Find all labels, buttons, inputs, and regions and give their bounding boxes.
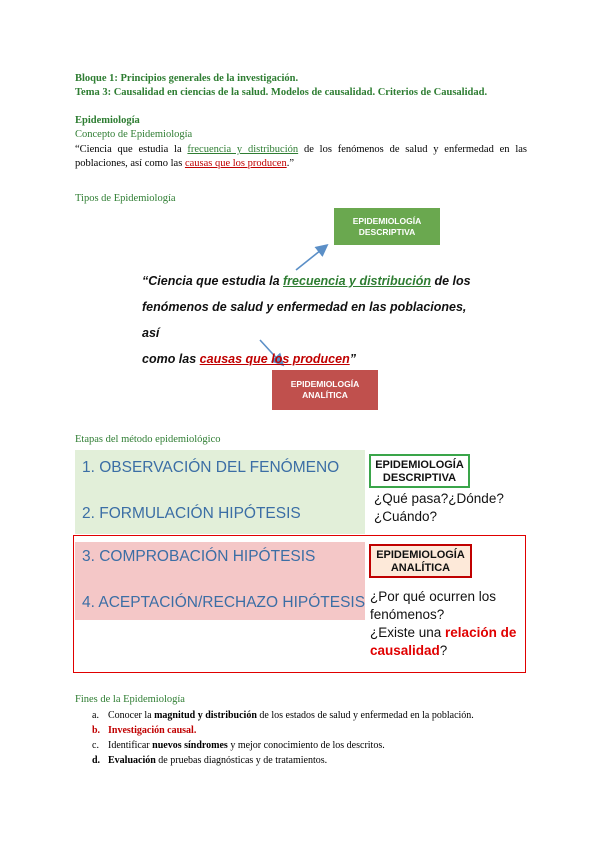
- topic-title: Tema 3: Causalidad en ciencias de la salud. Modelos de causalidad. Criterios de Causalidad.: [75, 87, 488, 98]
- section-title: Epidemiología: [75, 115, 140, 126]
- analytic-box: EPIDEMIOLOGÍA ANALÍTICA: [272, 370, 378, 410]
- definition-link-frequency[interactable]: frecuencia y distribución: [187, 144, 299, 155]
- types-heading: Tipos de Epidemiología: [75, 193, 176, 204]
- questions-descriptive: ¿Qué pasa?¿Dónde? ¿Cuándo?: [374, 491, 504, 524]
- aim-item-c: c. Identificar nuevos síndromes y mejor conocimiento de los descritos.: [92, 740, 385, 751]
- definition-quote: “Ciencia que estudia la frecuencia y distribución de los fenómenos de salud y enfermedad en las poblaciones, así como las causas que los producen”: [142, 274, 471, 366]
- aim-item-b: b. Investigación causal.: [92, 725, 197, 736]
- stages-heading: Etapas del método epidemiológico: [75, 434, 221, 445]
- step-hypothesis: 2. FORMULACIÓN HIPÓTESIS: [82, 505, 301, 522]
- aims-heading: Fines de la Epidemiología: [75, 694, 185, 705]
- aims-list: [92, 708, 532, 768]
- block-title: Bloque 1: Principios generales de la investigación.: [75, 73, 299, 84]
- questions-analytic: ¿Por qué ocurren los fenómenos? ¿Existe una relación de causalidad?: [370, 589, 517, 658]
- definition-link-causes[interactable]: causas que los producen: [184, 158, 287, 169]
- step-acceptance: 4. ACEPTACIÓN/RECHAZO HIPÓTESIS: [82, 594, 366, 611]
- aim-item-d: d. Evaluación de pruebas diagnósticas y de tratamientos.: [92, 755, 328, 766]
- step-testing: 3. COMPROBACIÓN HIPÓTESIS: [82, 548, 316, 565]
- descriptive-box: EPIDEMIOLOGÍA DESCRIPTIVA: [334, 208, 440, 245]
- aim-item-a: a. Conocer la magnitud y distribución de los estados de salud y enfermedad en la población.: [92, 710, 474, 721]
- concept-heading: Concepto de Epidemiología: [75, 129, 193, 140]
- label-analytic: EPIDEMIOLOGÍA ANALÍTICA: [369, 544, 472, 578]
- definition-paragraph: “Ciencia que estudia la frecuencia y distribución de los fenómenos de salud y enfermedad en las poblaciones, así como las causas que los producen.”: [75, 144, 528, 169]
- arrow-to-descriptive: [296, 246, 326, 270]
- step-observation: 1. OBSERVACIÓN DEL FENÓMENO: [82, 459, 340, 476]
- label-descriptive: EPIDEMIOLOGÍA DESCRIPTIVA: [369, 454, 470, 488]
